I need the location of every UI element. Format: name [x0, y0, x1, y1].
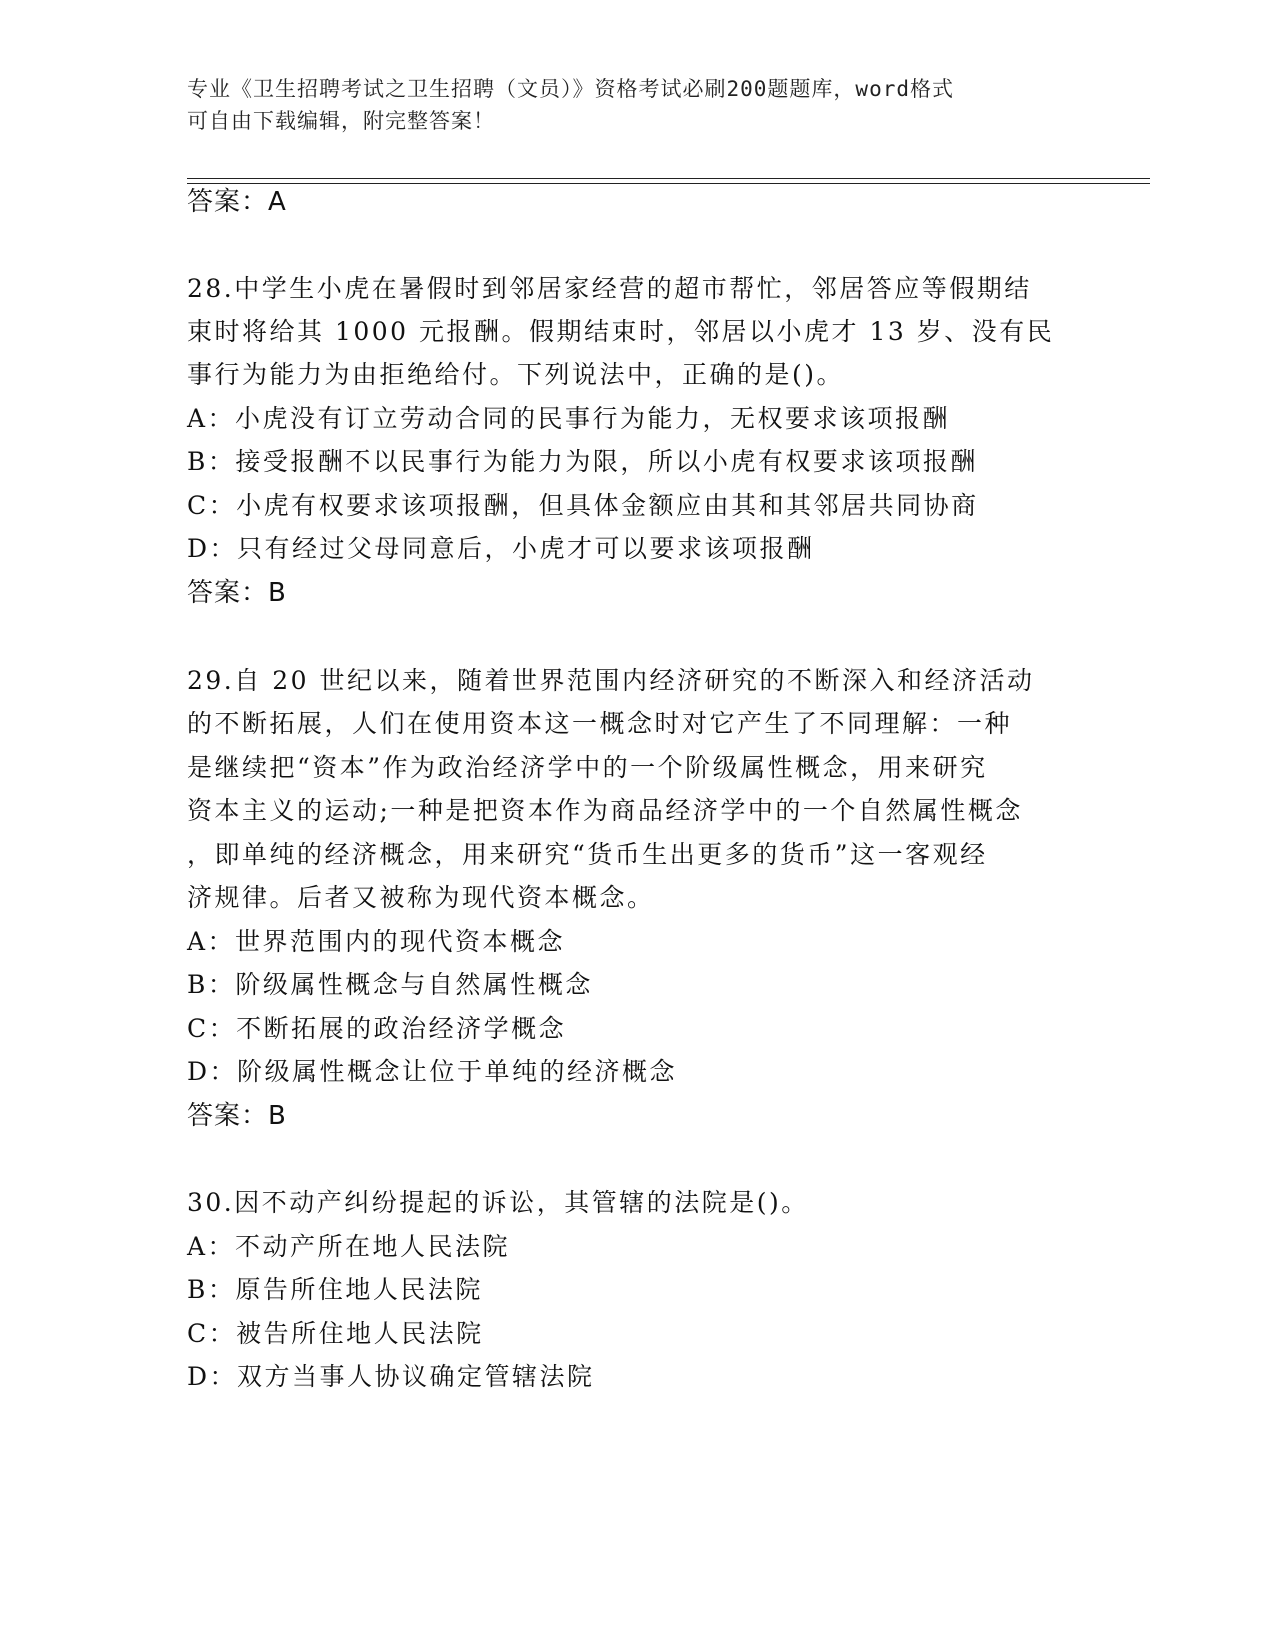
- question-30-option-c: C：被告所住地人民法院: [187, 1319, 484, 1348]
- question-28-answer: 答案：B: [187, 578, 287, 608]
- document-header: [187, 73, 1067, 137]
- question-29-stem-line-5: ，即单纯的经济概念，用来研究“货币生出更多的货币”这一客观经: [187, 840, 988, 869]
- question-28-stem-line-3: 事行为能力为由拒绝给付。下列说法中，正确的是()。: [187, 360, 845, 389]
- question-28-option-b: B：接受报酬不以民事行为能力为限，所以小虎有权要求该项报酬: [187, 447, 978, 476]
- question-28-option-c: C：小虎有权要求该项报酬，但具体金额应由其和其邻居共同协商: [187, 491, 979, 520]
- question-30-option-d: D：双方当事人协议确定管辖法院: [187, 1362, 595, 1391]
- question-28-option-d: D：只有经过父母同意后，小虎才可以要求该项报酬: [187, 534, 815, 563]
- question-29-stem-line-2: 的不断拓展，人们在使用资本这一概念时对它产生了不同理解：一种: [187, 709, 1013, 738]
- question-29-stem-line-4: 资本主义的运动;一种是把资本作为商品经济学中的一个自然属性概念: [187, 796, 1023, 825]
- question-30-option-a: A：不动产所在地人民法院: [187, 1232, 511, 1261]
- question-30-option-b: B：原告所住地人民法院: [187, 1275, 483, 1304]
- question-29-stem-line-6: 济规律。后者又被称为现代资本概念。: [187, 883, 655, 912]
- question-30-stem-line-1: 30.因不动产纠纷提起的诉讼，其管辖的法院是()。: [187, 1188, 809, 1217]
- question-29-option-d: D：阶级属性概念让位于单纯的经济概念: [187, 1057, 678, 1086]
- question-28-stem-line-2: 束时将给其 1000 元报酬。假期结束时，邻居以小虎才 13 岁、没有民: [187, 317, 1055, 346]
- answer-previous: 答案：A: [187, 187, 287, 217]
- question-29-option-c: C：不断拓展的政治经济学概念: [187, 1014, 567, 1043]
- question-28-option-a: A：小虎没有订立劳动合同的民事行为能力，无权要求该项报酬: [187, 404, 951, 433]
- header-line-2: 可自由下载编辑，附完整答案！: [187, 109, 495, 133]
- question-29-answer: 答案：B: [187, 1101, 287, 1131]
- question-29-stem-line-3: 是继续把“资本”作为政治经济学中的一个阶级属性概念，用来研究: [187, 753, 988, 782]
- question-29-option-a: A：世界范围内的现代资本概念: [187, 927, 566, 956]
- header-rule-top: [187, 178, 1150, 179]
- question-29-option-b: B：阶级属性概念与自然属性概念: [187, 970, 593, 999]
- header-rule-bottom: [187, 183, 1150, 184]
- question-29-stem-line-1: 29.自 20 世纪以来，随着世界范围内经济研究的不断深入和经济活动: [187, 666, 1035, 695]
- question-28-stem-line-1: 28.中学生小虎在暑假时到邻居家经营的超市帮忙，邻居答应等假期结: [187, 274, 1032, 303]
- header-line-1: 专业《卫生招聘考试之卫生招聘（文员）》资格考试必刷200题题库，word格式: [187, 77, 954, 101]
